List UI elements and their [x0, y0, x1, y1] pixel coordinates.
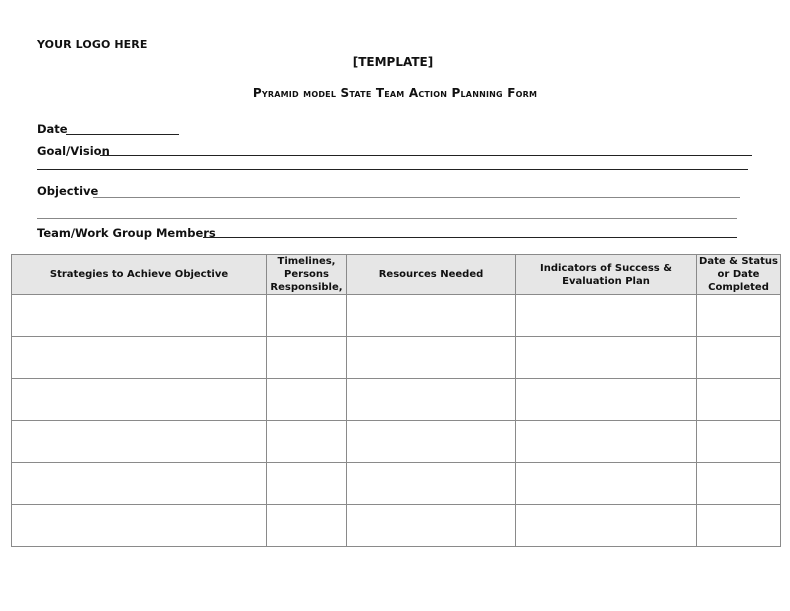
column-header-strategies: Strategies to Achieve Objective: [12, 255, 267, 295]
cell-date-status[interactable]: [697, 379, 781, 421]
objective-field-line[interactable]: [93, 197, 740, 198]
table-row: [12, 295, 781, 337]
column-header-resources: Resources Needed: [347, 255, 516, 295]
table-header-row: [12, 255, 781, 295]
template-label: [TEMPLATE]: [352, 55, 434, 69]
cell-indicators[interactable]: [516, 505, 697, 547]
table-row: [12, 379, 781, 421]
cell-indicators[interactable]: [516, 337, 697, 379]
cell-timeline[interactable]: [267, 337, 347, 379]
goal-vision-label: Goal/Vision: [37, 144, 110, 158]
cell-indicators[interactable]: [516, 421, 697, 463]
cell-strategy[interactable]: [12, 379, 267, 421]
cell-date-status[interactable]: [697, 463, 781, 505]
cell-resources[interactable]: [347, 295, 516, 337]
cell-resources[interactable]: [347, 379, 516, 421]
cell-timeline[interactable]: [267, 379, 347, 421]
cell-resources[interactable]: [347, 505, 516, 547]
goal-vision-field-line-2[interactable]: [37, 169, 748, 170]
table-row: [12, 337, 781, 379]
column-header-date-status: Date & Status or Date Completed: [697, 255, 781, 295]
table-row: [12, 463, 781, 505]
logo-placeholder: YOUR LOGO HERE: [37, 38, 148, 51]
objective-field-line-2[interactable]: [37, 218, 737, 219]
cell-strategy[interactable]: [12, 337, 267, 379]
cell-strategy[interactable]: [12, 463, 267, 505]
cell-resources[interactable]: [347, 463, 516, 505]
cell-date-status[interactable]: [697, 505, 781, 547]
cell-date-status[interactable]: [697, 421, 781, 463]
cell-strategy[interactable]: [12, 295, 267, 337]
cell-timeline[interactable]: [267, 505, 347, 547]
cell-date-status[interactable]: [697, 337, 781, 379]
objective-label: Objective: [37, 184, 99, 198]
cell-timeline[interactable]: [267, 421, 347, 463]
cell-indicators[interactable]: [516, 295, 697, 337]
table-row: [12, 505, 781, 547]
cell-resources[interactable]: [347, 337, 516, 379]
page-title: Pyramid model State Team Action Planning Form: [252, 86, 538, 100]
column-header-indicators: Indicators of Success & Evaluation Plan: [516, 255, 697, 295]
table-row: [12, 421, 781, 463]
goal-vision-field-line[interactable]: [100, 155, 752, 156]
cell-indicators[interactable]: [516, 463, 697, 505]
team-members-label: Team/Work Group Members: [37, 226, 216, 240]
cell-strategy[interactable]: [12, 505, 267, 547]
cell-indicators[interactable]: [516, 379, 697, 421]
date-label: Date: [37, 122, 68, 136]
team-members-field-line[interactable]: [203, 237, 737, 238]
action-plan-table: [11, 254, 781, 547]
cell-timeline[interactable]: [267, 295, 347, 337]
cell-resources[interactable]: [347, 421, 516, 463]
cell-strategy[interactable]: [12, 421, 267, 463]
date-field-line[interactable]: [66, 134, 179, 135]
cell-date-status[interactable]: [697, 295, 781, 337]
column-header-timelines: Timelines, Persons Responsible,: [267, 255, 347, 295]
cell-timeline[interactable]: [267, 463, 347, 505]
